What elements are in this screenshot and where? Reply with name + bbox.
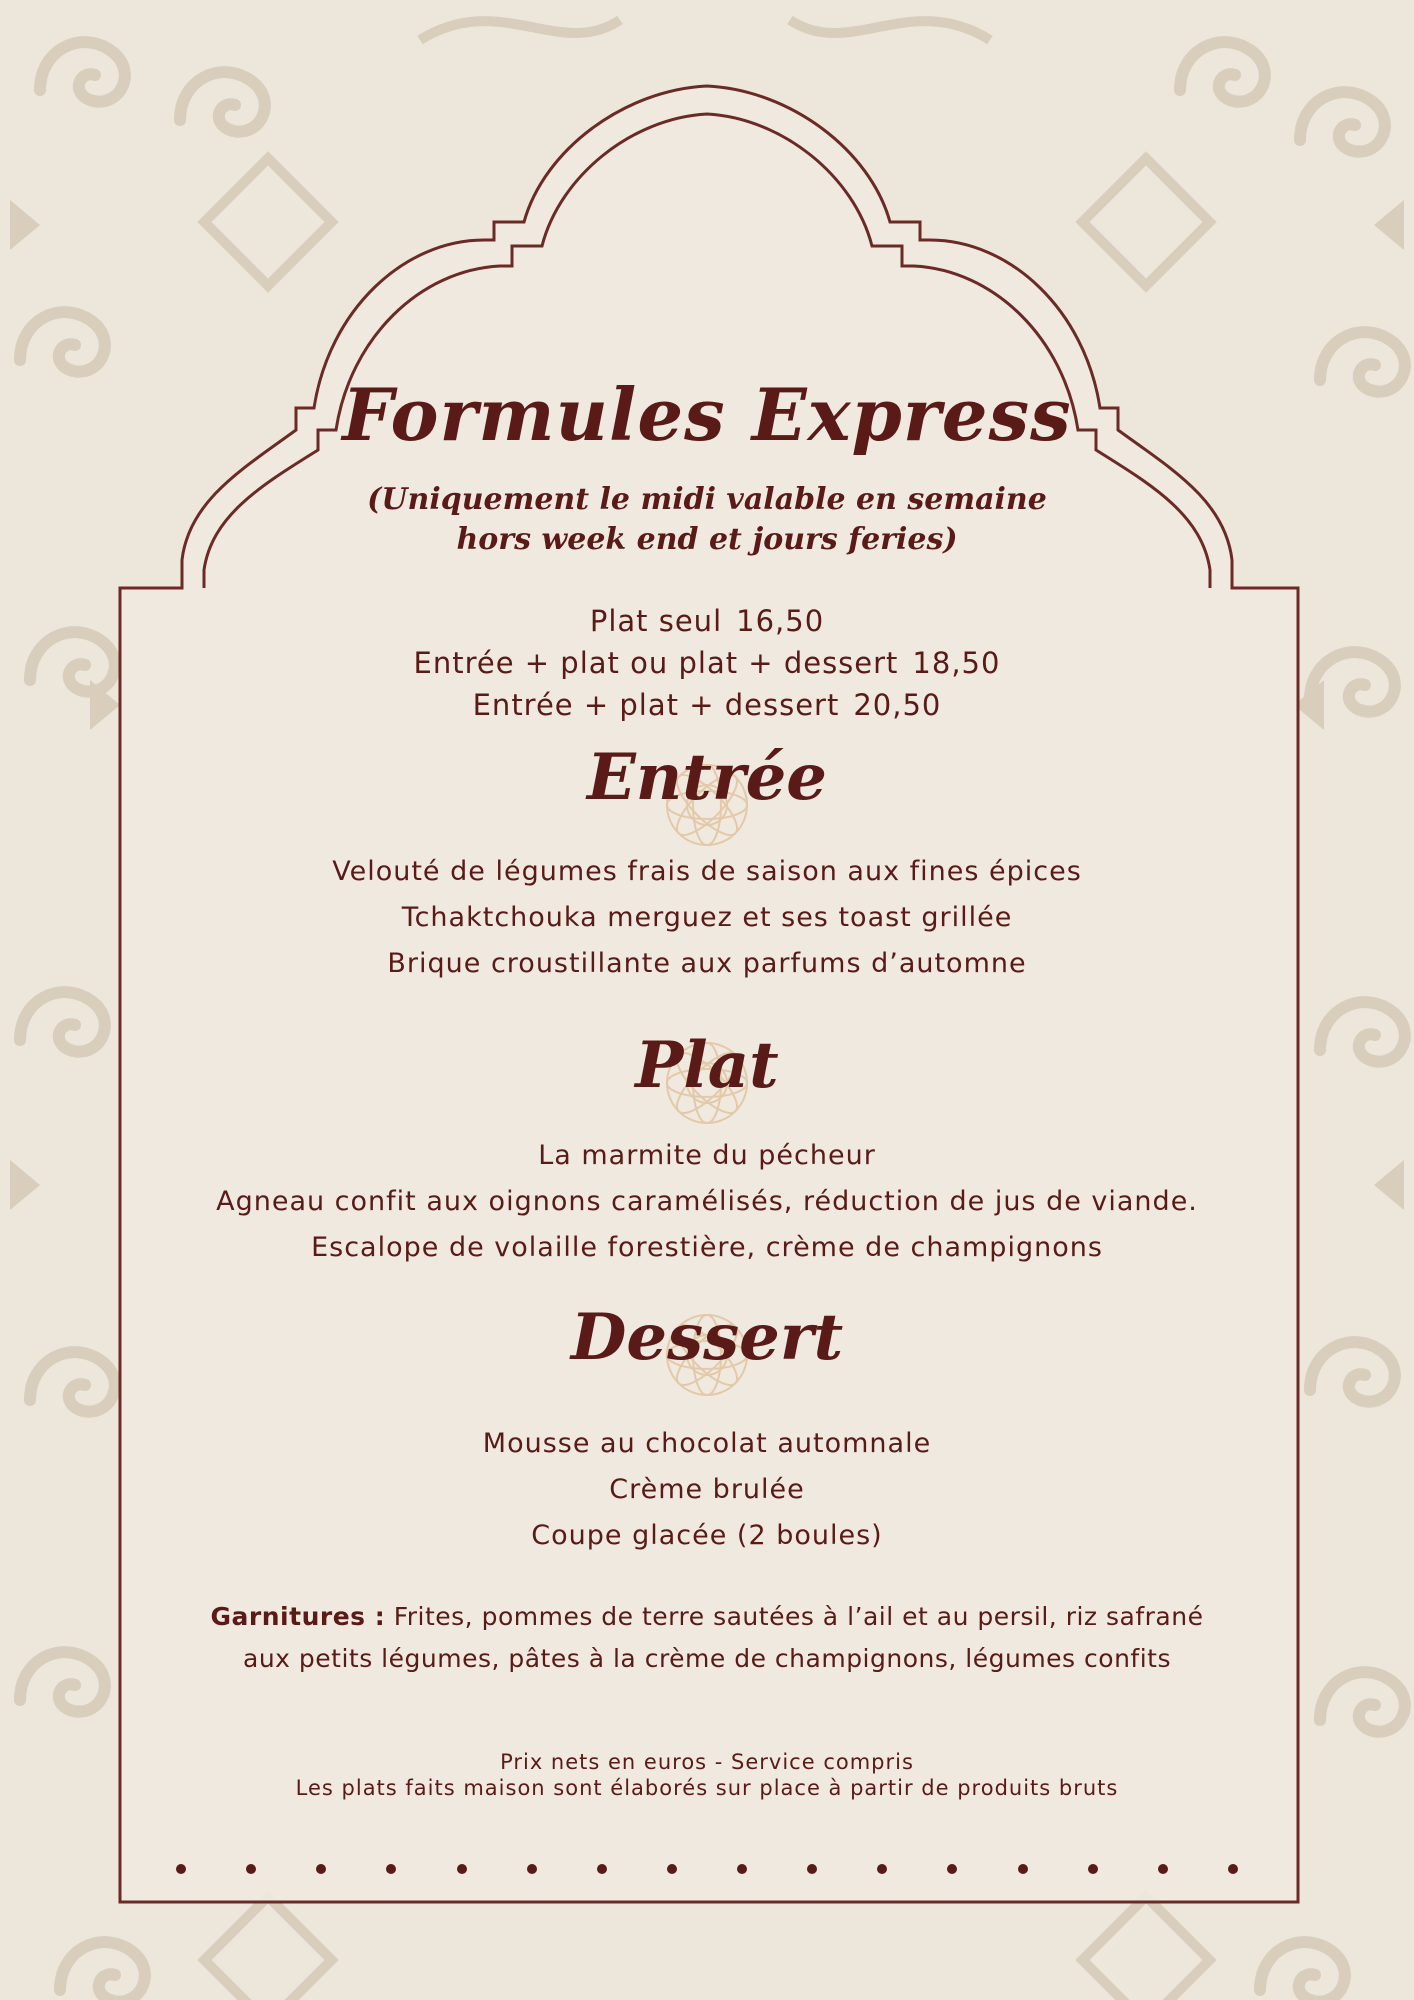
formula-label: Plat seul [589, 604, 723, 638]
formula-label: Entrée + plat ou plat + dessert [413, 646, 899, 680]
menu-item: La marmite du pécheur [538, 1140, 876, 1171]
menu-item: Tchaktchouka merguez et ses toast grillée [401, 902, 1013, 933]
menu-item: Velouté de légumes frais de saison aux fines épices [332, 856, 1082, 887]
divider-dot [457, 1864, 467, 1874]
divider-dot [1228, 1864, 1238, 1874]
garnitures-label: Garnitures : [210, 1602, 386, 1631]
subtitle-line-2: hors week end et jours feries) [456, 522, 958, 557]
divider-dot [667, 1864, 677, 1874]
formula-price: 18,50 [912, 646, 1001, 680]
section-title-dessert: Dessert [570, 1300, 844, 1375]
section-title-entree: Entrée [586, 740, 828, 815]
subtitle-line-1: (Uniquement le midi valable en semaine [367, 482, 1047, 517]
divider-dot [527, 1864, 537, 1874]
divider-dot [877, 1864, 887, 1874]
formula-row [120, 646, 1294, 680]
section-dessert [120, 1290, 1294, 1375]
divider-dot [597, 1864, 607, 1874]
formula-row [120, 688, 1294, 722]
formula-price: 16,50 [736, 604, 825, 638]
formula-row [120, 604, 1294, 638]
menu-item: Crème brulée [609, 1474, 805, 1505]
formula-price: 20,50 [853, 688, 942, 722]
menu-item: Agneau confit aux oignons caramélisés, réduction de jus de viande. [216, 1186, 1198, 1217]
divider-dot [316, 1864, 326, 1874]
divider-dot [176, 1864, 186, 1874]
menu-item: Escalope de volaille forestière, crème de champignons [311, 1232, 1103, 1263]
menu-item: Brique croustillante aux parfums d’automne [387, 948, 1027, 979]
divider-dot [246, 1864, 256, 1874]
divider-dot [386, 1864, 396, 1874]
menu-title: Formules Express [342, 372, 1072, 457]
garnitures-line-2: aux petits légumes, pâtes à la crème de champignons, légumes confits [243, 1644, 1171, 1673]
section-title-plat: Plat [635, 1028, 779, 1103]
divider-dot [1018, 1864, 1028, 1874]
divider-dot [807, 1864, 817, 1874]
divider-dot [1158, 1864, 1168, 1874]
garnitures-text-1: Frites, pommes de terre sautées à l’ail et au persil, riz safrané [393, 1602, 1204, 1631]
divider-dot [737, 1864, 747, 1874]
divider-dot [1088, 1864, 1098, 1874]
section-plat [120, 1018, 1294, 1103]
menu-item: Mousse au chocolat automnale [482, 1428, 932, 1459]
divider-dot [947, 1864, 957, 1874]
dot-divider [176, 1862, 1238, 1876]
footer-price-note: Prix nets en euros - Service compris [500, 1750, 914, 1774]
section-entree [120, 740, 1294, 815]
formula-label: Entrée + plat + dessert [472, 688, 840, 722]
footer-homemade-note: Les plats faits maison sont élaborés sur place à partir de produits bruts [295, 1776, 1119, 1800]
garnitures-text [150, 1596, 1264, 1680]
garnitures-line-1 [150, 1596, 1264, 1638]
menu-subtitle [120, 480, 1294, 560]
menu-item: Coupe glacée (2 boules) [531, 1520, 883, 1551]
